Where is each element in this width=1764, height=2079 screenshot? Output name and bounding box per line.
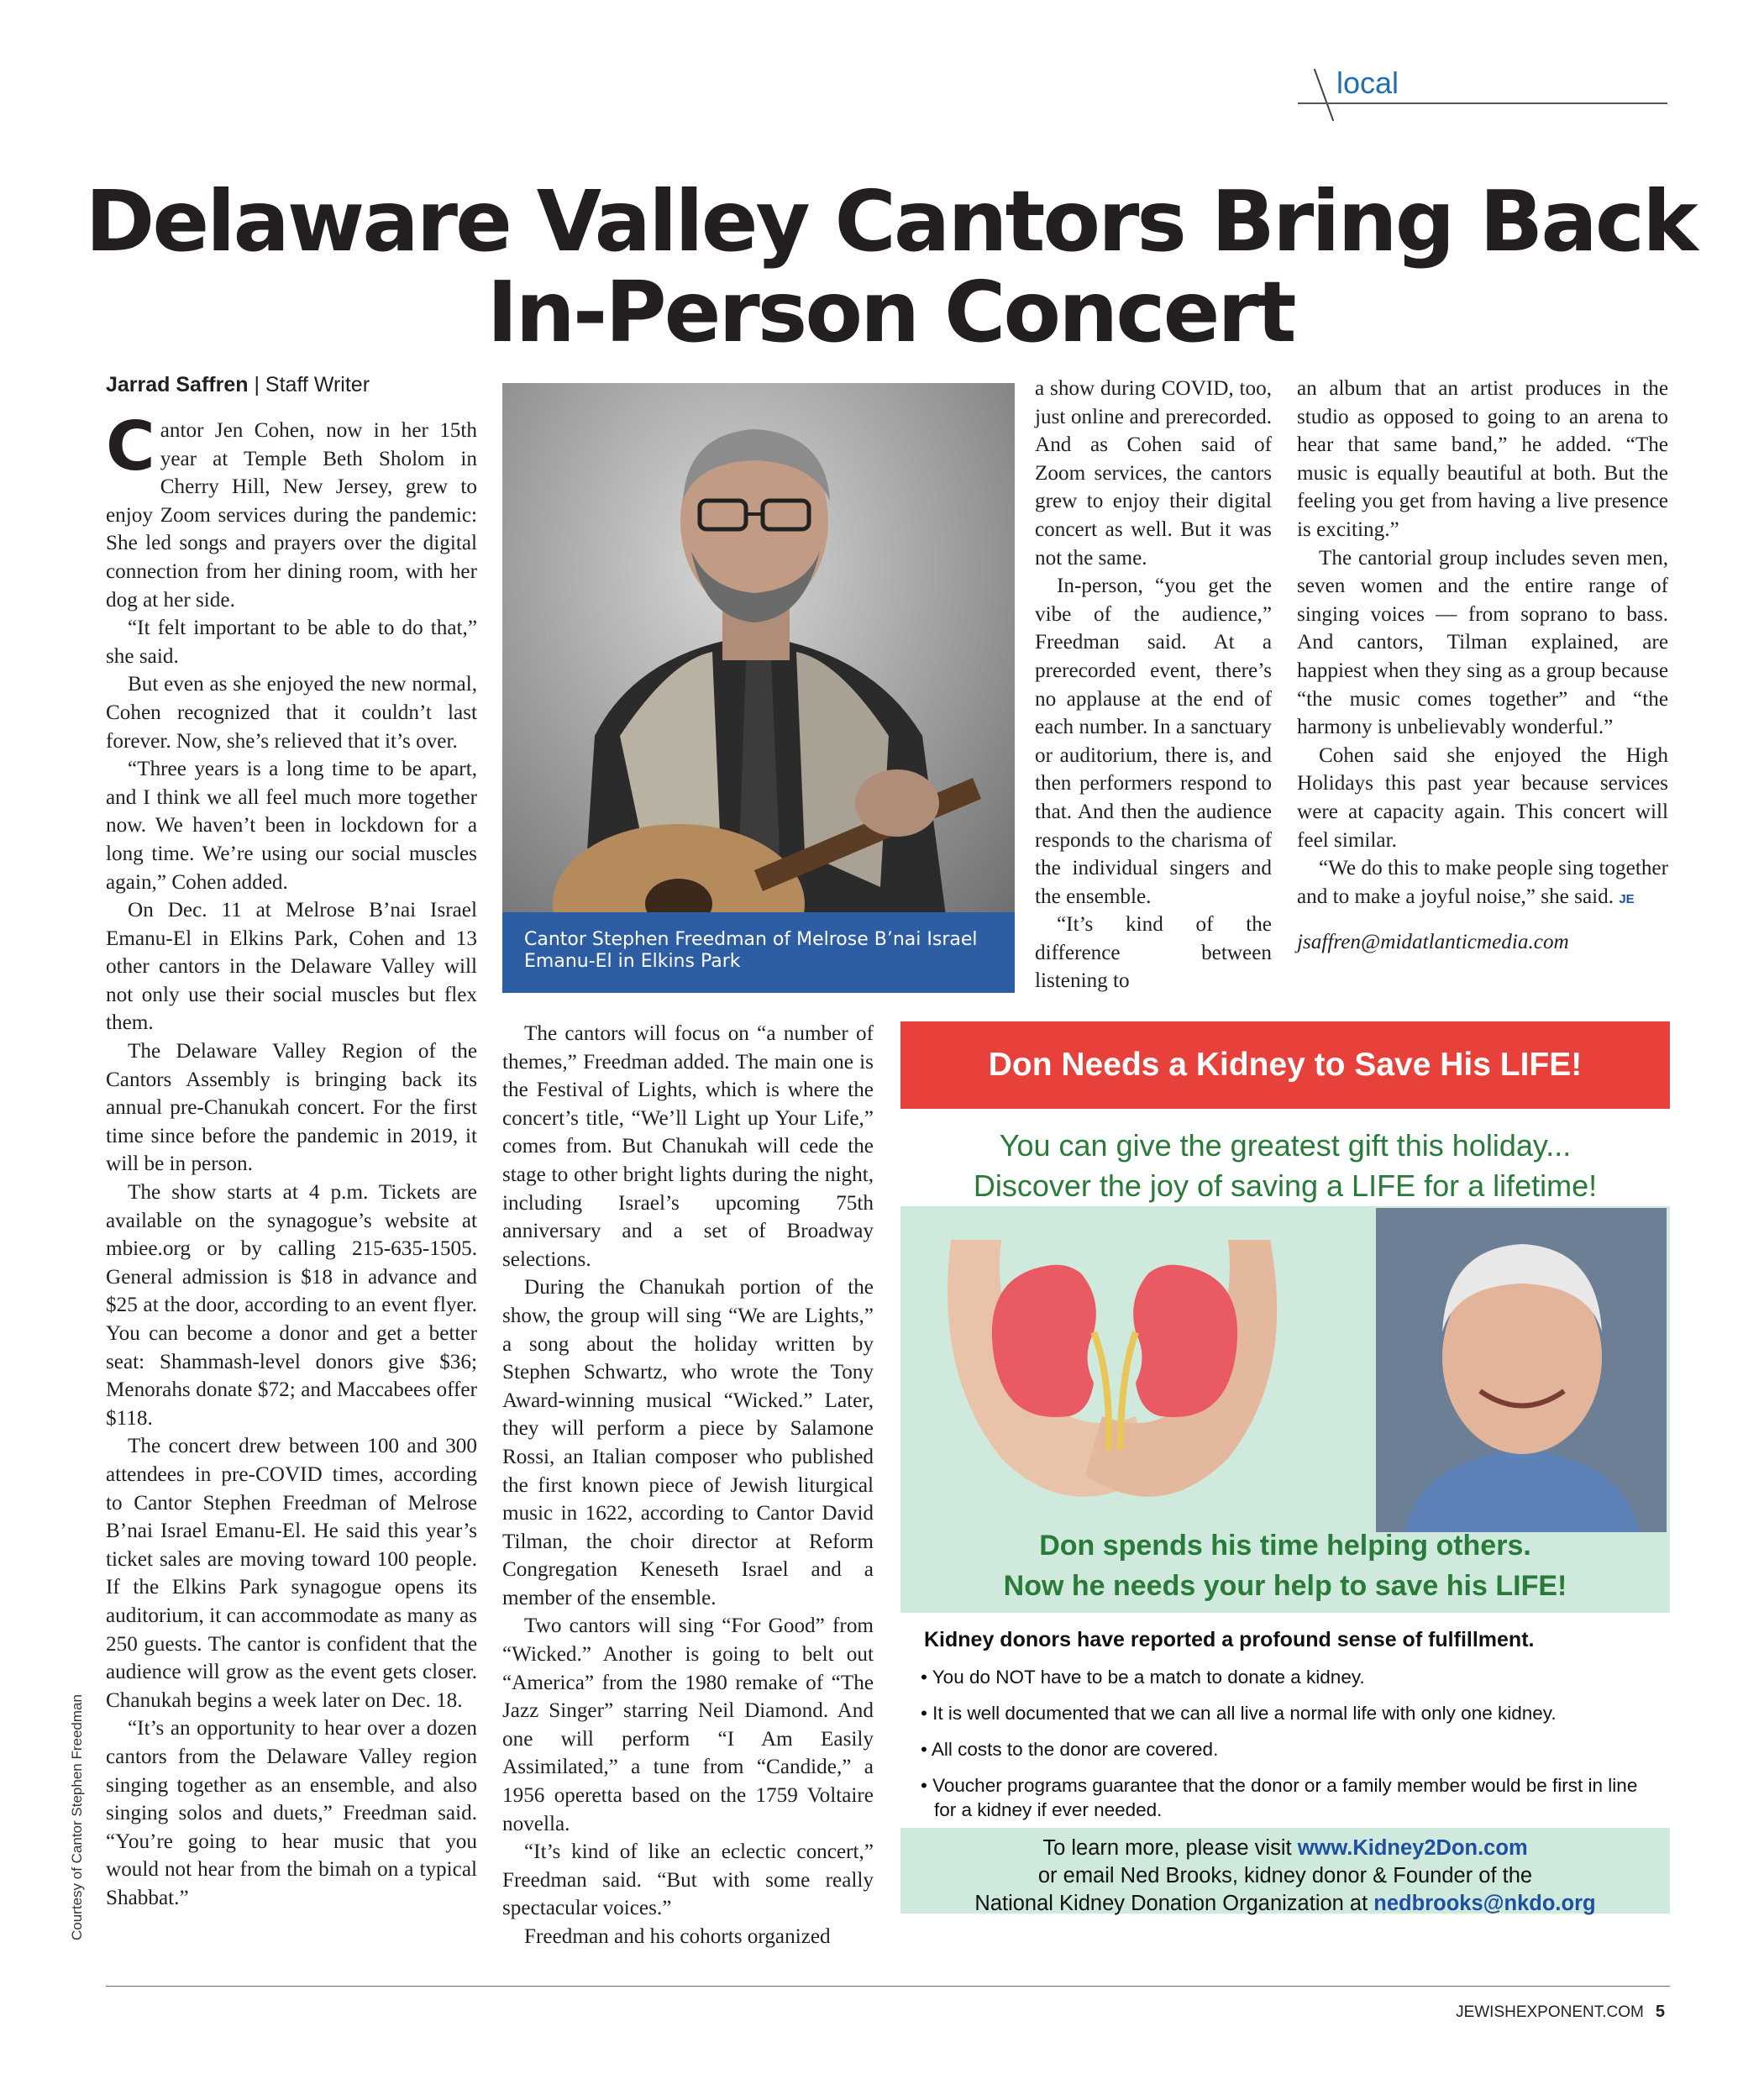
caption-line-1: Cantor Stephen Freedman of Melrose B’nai Israel (524, 929, 978, 950)
article-column-4 (1297, 375, 1668, 957)
photo-caption (502, 912, 1015, 993)
article-paragraph: The Delaware Valley Region of the Cantors Assembly is bringing back its annual pre-Chanukah concert. For the first time since before the pandemic in 2019, it will be in person. (106, 1040, 477, 1176)
article-paragraph: On Dec. 11 at Melrose B’nai Israel Emanu-El in Elkins Park, Cohen and 13 other cantors in the Delaware Valley will not only use their social muscles but flex them. (106, 899, 477, 1035)
page-number: 5 (1655, 2003, 1665, 2021)
ad-bullet: • It is well documented that we can all live a normal life with only one kidney. (921, 1701, 1660, 1725)
ad-bullet: • All costs to the donor are covered. (921, 1737, 1660, 1761)
ad-help-line-1: Don spends his time helping others. (1039, 1530, 1531, 1562)
ad-sub-line-2: Discover the joy of saving a LIFE for a lifetime! (973, 1168, 1598, 1203)
article-paragraph: The cantors will focus on “a number of themes,” Freedman added. The main one is the Festival of Lights, which is where the concert’s title, “We’ll Light up Your Life,” comes from. But Chanukah will cede the stage to other bright lights during the night, including Israel’s upcoming 75th anniversary and a set of Broadway selections. (502, 1022, 874, 1271)
don-portrait (1376, 1208, 1667, 1532)
section-label: local (1336, 66, 1399, 100)
article-column-1 (106, 407, 477, 1912)
byline-role: | Staff Writer (248, 373, 370, 396)
headline-line-1: Delaware Valley Cantors Bring Back (85, 172, 1696, 270)
drop-cap: C (106, 407, 155, 486)
article-paragraph: The concert drew between 100 and 300 attendees in pre-COVID times, according to Cantor Stephen Freedman of Melrose B’nai Israel Emanu-El. He said this year’s ticket sales are moving toward 100 people. If the Elkins Park synagogue opens its auditorium, it can accommodate as many as 250 guests. The cantor is confident that the audience will grow as the event gets closer. Chanukah begins a week later on Dec. 18. (106, 1435, 477, 1712)
byline (106, 373, 370, 397)
ad-banner: Don Needs a Kidney to Save His LIFE! (900, 1021, 1670, 1109)
article-paragraph: Cantor Jen Cohen, now in her 15th year at Temple Beth Sholom in Cherry Hill, New Jersey, grew to enjoy Zoom services during the pandemic: She led songs and prayers over the digital connection from her dining room, with her dog at her side. (106, 407, 477, 612)
ad-bullet: • Voucher programs guarantee that the donor or a family member would be first in line for a kidney if ever needed. (921, 1773, 1660, 1822)
photo-credit: Courtesy of Cantor Stephen Freedman (69, 1694, 85, 1940)
kidney-advertisement (900, 1021, 1670, 1956)
article-paragraph: “It felt important to be able to do that,” she said. (106, 617, 477, 668)
article-paragraph: a show during COVID, too, just online and prerecorded. And as Cohen said of Zoom services, the cantors grew to enjoy their digital concert as well. But it was not the same. (1035, 377, 1272, 570)
article-paragraph: “It’s kind of like an eclectic concert,” Freedman said. “But with some really spectacular voices.” (502, 1840, 874, 1920)
article-paragraph: “We do this to make people sing together and to make a joyful noise,” she said. JE (1297, 857, 1668, 908)
cantor-photo (502, 383, 1015, 993)
article-paragraph: But even as she enjoyed the new normal, Cohen recognized that it couldn’t last forever. Now, she’s relieved that it’s over. (106, 673, 477, 753)
ad-contact-box (900, 1828, 1670, 1914)
ad-website-link[interactable]: www.Kidney2Don.com (1297, 1836, 1528, 1860)
page-footer (1456, 2003, 1665, 2022)
article-paragraph: The cantorial group includes seven men, seven women and the entire range of singing voices — from soprano to bass. And cantors, Tilman explained, are happiest when they sing as a group because “the music comes together” and “the harmony is unbelievably wonderful.” (1297, 546, 1668, 739)
article-paragraph: “Three years is a long time to be apart, and I think we all feel much more together now. We haven’t been in lockdown for a long time. We’re using our social muscles again,” Cohen added. (106, 758, 477, 894)
author-email[interactable]: jsaffren@midatlanticmedia.com (1297, 931, 1569, 954)
article-column-2 (502, 1020, 874, 1951)
end-mark: JE (1619, 891, 1635, 906)
article-paragraph: Two cantors will sing “For Good” from “Wicked.” Another is going to belt out “America” from the 1980 remake of “The Jazz Singer” starring Neil Diamond. And one will perform “I Am Easily Assimilated,” a tune from “Candide,” a 1956 operetta based on the 1759 Voltaire novella. (502, 1614, 874, 1835)
footer-site: JEWISHEXPONENT.COM (1456, 2003, 1644, 2021)
ad-bullet: • You do NOT have to be a match to donate a kidney. (921, 1665, 1660, 1689)
article-column-3 (1035, 375, 1272, 995)
section-tag (1298, 66, 1667, 109)
section-rule (1298, 102, 1667, 104)
headline-line-2: In-Person Concert (486, 263, 1294, 361)
ad-contact-line-1: To learn more, please visit www.Kidney2Don.com (1042, 1836, 1528, 1860)
cantor-photo-illustration (502, 383, 1015, 993)
headline (50, 172, 1730, 361)
ad-fulfillment-heading: Kidney donors have reported a profound sense of fulfillment. (924, 1628, 1535, 1651)
article-paragraph: Freedman and his cohorts organized (524, 1925, 831, 1948)
ad-contact-line-3: National Kidney Donation Organization at nedbrooks@nkdo.org (974, 1892, 1596, 1915)
ad-bullet-list (921, 1665, 1660, 1834)
ad-help-message (900, 1525, 1670, 1606)
article-paragraph: an album that an artist produces in the studio as opposed to going to an arena to hear that same band,” he added. “The music is equally beautiful at both. But the feeling you get from having a live presence is exciting.” (1297, 377, 1668, 541)
article-paragraph: In-person, “you get the vibe of the audience,” Freedman said. At a prerecorded event, there’s no applause at the end of each number. In a sanctuary or auditorium, there is, and then performers respond to that. And then the audience responds to the charisma of the individual singers and the ensemble. (1035, 575, 1272, 908)
ad-email-link[interactable]: nedbrooks@nkdo.org (1373, 1892, 1596, 1915)
byline-name: Jarrad Saffren (106, 373, 249, 396)
ad-help-line-2: Now he needs your help to save his LIFE! (1003, 1570, 1567, 1602)
article-paragraph: The show starts at 4 p.m. Tickets are available on the synagogue’s website at mbiee.org or by calling 215-635-1505. General admission is $18 in advance and $25 at the door, according to an event flyer. You can become a donor and get a better seat: Shammash-level donors give $36; Menorahs donate $72; and Maccabees offer $118. (106, 1181, 477, 1430)
section-slash (1314, 69, 1334, 122)
ad-subheading (900, 1126, 1670, 1206)
article-paragraph: During the Chanukah portion of the show, the group will sing “We are Lights,” a song about the holiday written by Stephen Schwartz, who wrote the Tony Award-winning musical “Wicked.” Later, they will perform a piece by Salamone Rossi, an Italian composer who published the first known piece of Jewish liturgical music in 1622, according to Cantor David Tilman, the choir director at Reform Congregation Keneseth Israel and a member of the ensemble. (502, 1276, 874, 1609)
article-paragraph: “It’s kind of the difference between listening to (1035, 913, 1272, 993)
ad-sub-line-1: You can give the greatest gift this holiday... (999, 1128, 1572, 1163)
footer-rule (106, 1986, 1670, 1987)
article-paragraph: Cohen said she enjoyed the High Holidays this past year because services were at capacity again. This concert will feel similar. (1297, 743, 1668, 852)
article-paragraph: “It’s an opportunity to hear over a dozen cantors from the Delaware Valley region singing together as an ensemble, and also singing solos and duets,” Freedman said. “You’re going to hear music that you would not hear from the bimah on a typical Shabbat.” (106, 1717, 477, 1909)
ad-contact-line-2: or email Ned Brooks, kidney donor & Founder of the (1037, 1864, 1533, 1887)
caption-line-2: Emanu-El in Elkins Park (524, 951, 741, 972)
